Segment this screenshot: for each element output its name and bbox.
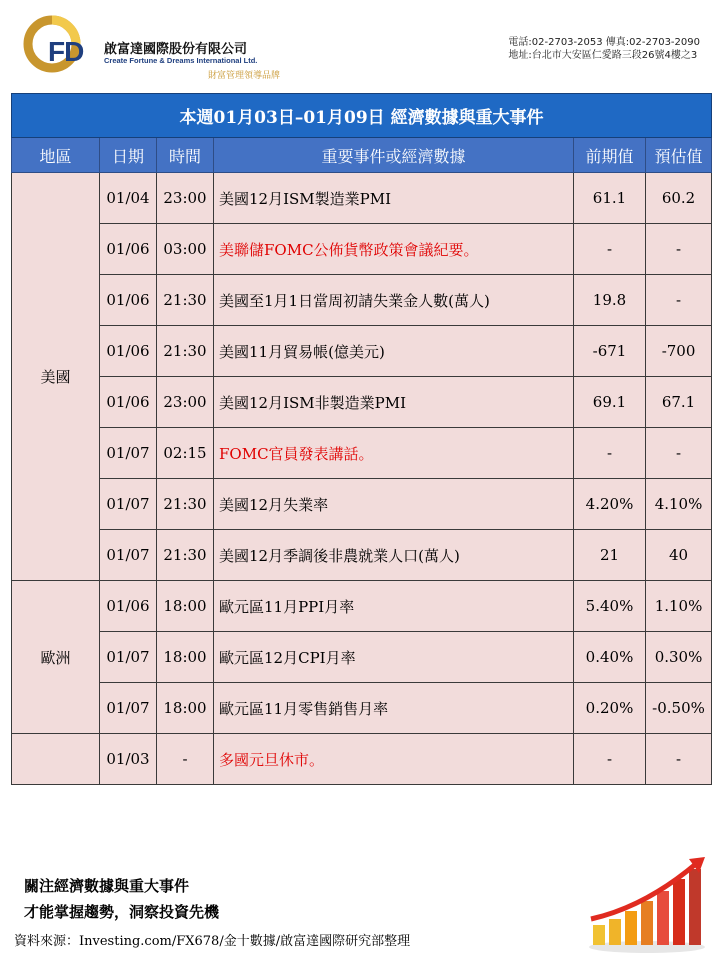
previous-value-cell: - [574,734,646,785]
forecast-value-cell: 60.2 [646,173,712,224]
previous-value-cell: 4.20% [574,479,646,530]
event-cell: 美國12月ISM非製造業PMI [214,377,574,428]
forecast-value-cell: 67.1 [646,377,712,428]
time-cell: 18:00 [157,683,214,734]
date-cell: 01/06 [100,326,157,377]
forecast-value-cell: - [646,428,712,479]
company-name-en: Create Fortune & Dreams International Ltd. [104,56,258,65]
company-slogan: 財富管理領導品牌 [208,71,281,81]
date-cell: 01/07 [100,428,157,479]
table-row [12,428,712,479]
events-table [11,93,712,785]
region-cell [12,734,100,785]
event-cell: FOMC官員發表講話。 [214,428,574,479]
events-table-container [11,93,711,785]
previous-value-cell: 69.1 [574,377,646,428]
data-source: 資料來源：Investing.com/FX678/金十數據/啟富達國際研究部整理 [14,934,411,949]
forecast-value-cell: - [646,224,712,275]
date-cell: 01/03 [100,734,157,785]
time-cell: 21:30 [157,479,214,530]
table-row [12,377,712,428]
previous-value-cell: - [574,428,646,479]
forecast-value-cell: -700 [646,326,712,377]
table-row [12,734,712,785]
phone-line: 電話:02-2703-2053 傳真:02-2703-2090 [508,37,700,48]
date-cell: 01/06 [100,224,157,275]
address-line: 地址:台北市大安區仁愛路三段26號4樓之3 [508,50,698,61]
date-cell: 01/06 [100,377,157,428]
date-cell: 01/07 [100,632,157,683]
date-cell: 01/04 [100,173,157,224]
date-cell: 01/06 [100,581,157,632]
forecast-value-cell: 4.10% [646,479,712,530]
forecast-value-cell: - [646,734,712,785]
time-cell: 21:30 [157,326,214,377]
column-header-previous: 前期值 [574,138,646,173]
event-cell: 美國11月貿易帳(億美元) [214,326,574,377]
time-cell: 18:00 [157,632,214,683]
time-cell: 21:30 [157,530,214,581]
company-name: 啟富達國際股份有限公司 [104,42,248,57]
footer-note-line2: 才能掌握趨勢，洞察投資先機 [24,903,220,921]
table-row [12,581,712,632]
table-row [12,479,712,530]
time-cell: 23:00 [157,173,214,224]
previous-value-cell: 0.40% [574,632,646,683]
event-cell: 歐元區11月PPI月率 [214,581,574,632]
date-cell: 01/07 [100,479,157,530]
table-row [12,530,712,581]
forecast-value-cell: 1.10% [646,581,712,632]
date-cell: 01/07 [100,530,157,581]
forecast-value-cell: 40 [646,530,712,581]
time-cell: - [157,734,214,785]
table-row [12,224,712,275]
previous-value-cell: 5.40% [574,581,646,632]
time-cell: 03:00 [157,224,214,275]
event-cell: 美國12月ISM製造業PMI [214,173,574,224]
event-cell: 美國12月失業率 [214,479,574,530]
time-cell: 23:00 [157,377,214,428]
previous-value-cell: 0.20% [574,683,646,734]
previous-value-cell: -671 [574,326,646,377]
growth-chart-icon [585,855,710,955]
date-cell: 01/07 [100,683,157,734]
table-row [12,632,712,683]
forecast-value-cell: 0.30% [646,632,712,683]
column-header-event: 重要事件或經濟數據 [214,138,574,173]
table-row [12,683,712,734]
column-header-date: 日期 [100,138,157,173]
event-cell: 歐元區12月CPI月率 [214,632,574,683]
footer-note-line1: 關注經濟數據與重大事件 [24,877,190,895]
company-logo [18,14,318,80]
table-row [12,173,712,224]
event-cell: 美聯儲FOMC公佈貨幣政策會議紀要。 [214,224,574,275]
previous-value-cell: 61.1 [574,173,646,224]
table-title: 本週01月03日–01月09日 經濟數據與重大事件 [12,94,712,138]
table-row [12,275,712,326]
region-cell: 美國 [12,173,100,581]
column-header-time: 時間 [157,138,214,173]
previous-value-cell: 21 [574,530,646,581]
table-row [12,326,712,377]
time-cell: 21:30 [157,275,214,326]
forecast-value-cell: - [646,275,712,326]
table-header-row [12,138,712,173]
event-cell: 美國12月季調後非農就業人口(萬人) [214,530,574,581]
event-cell: 美國至1月1日當周初請失業金人數(萬人) [214,275,574,326]
previous-value-cell: - [574,224,646,275]
contact-info [508,36,700,62]
region-cell: 歐洲 [12,581,100,734]
event-cell: 多國元旦休市。 [214,734,574,785]
forecast-value-cell: -0.50% [646,683,712,734]
column-header-region: 地區 [12,138,100,173]
event-cell: 歐元區11月零售銷售月率 [214,683,574,734]
date-cell: 01/06 [100,275,157,326]
time-cell: 18:00 [157,581,214,632]
time-cell: 02:15 [157,428,214,479]
footer-note [24,873,219,925]
column-header-forecast: 預估值 [646,138,712,173]
previous-value-cell: 19.8 [574,275,646,326]
logo-mark: FD [48,36,84,67]
